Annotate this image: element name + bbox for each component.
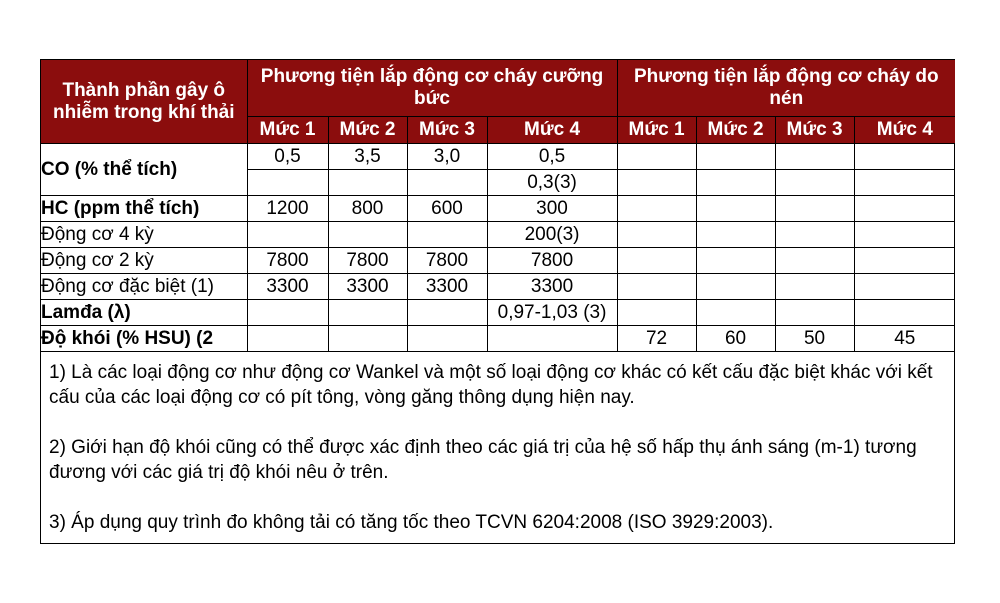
table-cell — [617, 222, 696, 248]
table-cell — [854, 222, 955, 248]
table-cell — [854, 196, 955, 222]
header-level: Mức 3 — [407, 117, 487, 144]
row-label-two-stroke: Động cơ 2 kỳ — [41, 248, 247, 274]
table-cell — [854, 170, 955, 196]
table-cell — [247, 326, 328, 352]
table-cell: 3300 — [247, 274, 328, 300]
table-cell: 0,5 — [247, 144, 328, 170]
row-label-special: Động cơ đặc biệt (1) — [41, 274, 247, 300]
header-level: Mức 2 — [328, 117, 407, 144]
header-component: Thành phần gây ô nhiễm trong khí thải — [41, 60, 247, 144]
table-cell — [775, 248, 854, 274]
table-cell — [617, 144, 696, 170]
table-cell: 3,0 — [407, 144, 487, 170]
table-cell — [328, 326, 407, 352]
table-cell — [775, 170, 854, 196]
header-spark-ignition: Phương tiện lắp động cơ cháy cưỡng bức — [247, 60, 617, 117]
footnote-3: 3) Áp dụng quy trình đo không tải có tăng tốc theo TCVN 6204:2008 (ISO 3929:2003). — [49, 512, 774, 533]
table-cell: 45 — [854, 326, 955, 352]
table-cell: 800 — [328, 196, 407, 222]
table-row-lambda — [41, 300, 955, 326]
table-cell — [775, 222, 854, 248]
table-cell — [775, 144, 854, 170]
row-label-hc: HC (ppm thể tích) — [41, 196, 247, 222]
table-cell — [617, 300, 696, 326]
table-row-two-stroke — [41, 248, 955, 274]
table-cell — [407, 222, 487, 248]
table-cell: 0,97-1,03 (3) — [487, 300, 617, 326]
row-label-four-stroke: Động cơ 4 kỳ — [41, 222, 247, 248]
table-cell: 50 — [775, 326, 854, 352]
table-cell: 7800 — [407, 248, 487, 274]
table-cell — [696, 222, 775, 248]
footnotes — [41, 352, 954, 535]
table-cell: 72 — [617, 326, 696, 352]
table-cell — [247, 222, 328, 248]
table-cell — [328, 300, 407, 326]
table-cell — [407, 300, 487, 326]
table-cell — [854, 248, 955, 274]
table-cell: 300 — [487, 196, 617, 222]
table-row-hc — [41, 196, 955, 222]
table-cell: 600 — [407, 196, 487, 222]
table-cell: 0,3(3) — [487, 170, 617, 196]
table-cell — [328, 222, 407, 248]
footnote-2: 2) Giới hạn độ khói cũng có thể được xác định theo các giá trị của hệ số hấp thụ ánh sáng (m-1) tương đương với các giá trị độ khói nêu ở trên. — [49, 437, 917, 483]
table-cell — [696, 144, 775, 170]
table-cell: 7800 — [487, 248, 617, 274]
table-cell — [854, 300, 955, 326]
table-cell — [854, 274, 955, 300]
header-compression-ignition: Phương tiện lắp động cơ cháy do nén — [617, 60, 955, 117]
emission-standards-document — [40, 59, 955, 544]
table-row-co — [41, 144, 955, 170]
header-level: Mức 4 — [487, 117, 617, 144]
table-cell — [854, 144, 955, 170]
table-cell — [328, 170, 407, 196]
table-cell — [696, 274, 775, 300]
table-cell — [696, 196, 775, 222]
table-row-special — [41, 274, 955, 300]
table-cell — [407, 326, 487, 352]
table-cell: 7800 — [328, 248, 407, 274]
table-cell: 1200 — [247, 196, 328, 222]
header-level: Mức 2 — [696, 117, 775, 144]
table-cell — [696, 300, 775, 326]
table-cell: 7800 — [247, 248, 328, 274]
table-cell: 60 — [696, 326, 775, 352]
table-cell: 3,5 — [328, 144, 407, 170]
header-level: Mức 4 — [854, 117, 955, 144]
table-cell — [617, 170, 696, 196]
table-cell: 200(3) — [487, 222, 617, 248]
row-label-lambda: Lamđa (λ) — [41, 300, 247, 326]
footnote-1: 1) Là các loại động cơ như động cơ Wankel và một số loại động cơ khác có kết cấu đặc biệt khác với kết cấu của các loại động cơ có pít tông, vòng găng thông dụng hiện nay. — [49, 362, 933, 408]
table-cell — [247, 170, 328, 196]
table-row-smoke — [41, 326, 955, 352]
row-label-smoke: Độ khói (% HSU) (2 — [41, 326, 247, 352]
table-cell — [696, 170, 775, 196]
table-cell — [617, 248, 696, 274]
table-cell: 0,5 — [487, 144, 617, 170]
table-cell: 3300 — [487, 274, 617, 300]
table-cell — [487, 326, 617, 352]
emission-limits-table — [41, 60, 955, 352]
table-row-four-stroke — [41, 222, 955, 248]
table-cell: 3300 — [328, 274, 407, 300]
row-label-co: CO (% thể tích) — [41, 144, 247, 196]
table-cell: 3300 — [407, 274, 487, 300]
table-cell — [617, 196, 696, 222]
table-cell — [407, 170, 487, 196]
header-level: Mức 1 — [617, 117, 696, 144]
table-cell — [775, 274, 854, 300]
table-cell — [696, 248, 775, 274]
table-cell — [617, 274, 696, 300]
header-level: Mức 3 — [775, 117, 854, 144]
table-cell — [247, 300, 328, 326]
header-level: Mức 1 — [247, 117, 328, 144]
table-cell — [775, 196, 854, 222]
table-cell — [775, 300, 854, 326]
